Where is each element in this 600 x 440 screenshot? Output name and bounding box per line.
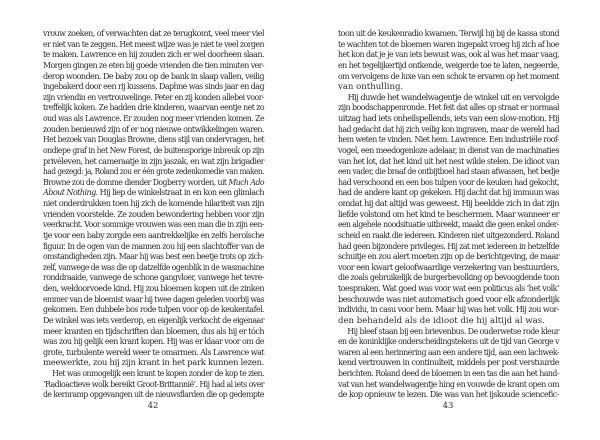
line-text: niet onderdrukken toen hij zich de komende hilariteit van zijn bbox=[43, 199, 264, 209]
text-line bbox=[338, 60, 559, 72]
line-text: kend vertrouwen in continuïteit, middels per post verstuurde bbox=[338, 358, 559, 369]
line-text: ingebakerd door een rij kussens. Daphne was sinds jaar en dag bbox=[43, 82, 264, 93]
text-line bbox=[43, 199, 264, 210]
line-text: De winkel was iets verderop, en eigenlijk verkocht de eigenaar bbox=[43, 315, 264, 326]
line-text: privéleven, het cameraatje in zijn jaszak, en wat zijn brigadier bbox=[43, 156, 264, 167]
text-line bbox=[338, 262, 559, 274]
line-text: toespraken. Wat goed was voor wat een politicus als ‘het volk’ bbox=[338, 284, 559, 294]
page-number-left: 42 bbox=[147, 401, 159, 411]
line-text: er niet van te zeggen. Het meest wijze was je niet te veel zorgen bbox=[43, 39, 264, 50]
text-line bbox=[43, 82, 264, 93]
line-text: den, weldoorvoede kind. Hij zou bloemen kopen uit de zinken bbox=[43, 284, 264, 294]
text-line bbox=[43, 390, 264, 401]
line-text: den behandeld als de idioot die hij altijd al was. bbox=[338, 315, 545, 326]
text-line bbox=[43, 358, 264, 369]
line-text: had gedacht dat hij zich veilig kon ingraven, maar de wereld had bbox=[338, 124, 559, 135]
line-text: scheid en raakt die iedereen. Kinderen niet uitgezonderd. Roland bbox=[338, 230, 559, 241]
line-text: Het bezoek van Douglas Browne, diens stijl van ondervragen, het bbox=[43, 135, 264, 146]
line-text: en de koninklijke onderscheidingstekens uit de tijd van George v bbox=[338, 337, 559, 348]
line-text: Hij bleef staan bij een brievenbus. De ouderwetse rode kleur bbox=[347, 326, 559, 337]
text-line bbox=[43, 177, 264, 189]
text-line bbox=[43, 50, 264, 61]
line-text: treffelijk koken. Ze hadden drie kinderen, waarvan eentje net zo bbox=[43, 103, 264, 114]
text-line bbox=[338, 167, 559, 178]
text-line bbox=[43, 209, 264, 221]
text-line bbox=[338, 347, 559, 359]
text-line bbox=[43, 39, 264, 51]
line-text: meewerkte, zou hij zijn krant in het park kunnen lezen. bbox=[43, 358, 264, 369]
text-line bbox=[338, 326, 559, 338]
line-text: en het tegelijkertijd ontkende, weigerde toe te laten, negeerde, bbox=[338, 60, 559, 71]
text-line bbox=[338, 177, 559, 189]
line-text: figuur. In de ogen van de mannen zou hij een slachtoffer van de bbox=[43, 241, 264, 252]
text-line bbox=[338, 103, 559, 114]
text-line bbox=[338, 82, 559, 93]
line-text: tje voor een baby zorgde een aantrekkelijke en zelfs heroïsche bbox=[43, 230, 264, 241]
line-text: de kernramp opgevangen uit de nieuwsflarden die op gedempte bbox=[43, 390, 264, 401]
text-line bbox=[43, 273, 264, 284]
line-text: de kop opnieuw te lezen. Die was van het ijskoude sciencefic- bbox=[338, 390, 559, 401]
text-line bbox=[43, 167, 264, 178]
text-line bbox=[338, 188, 559, 199]
page-number-right: 43 bbox=[442, 401, 454, 411]
text-line bbox=[43, 60, 264, 72]
text-line bbox=[43, 305, 264, 316]
text-line bbox=[338, 124, 559, 136]
text-line bbox=[338, 39, 559, 51]
text-line bbox=[43, 241, 264, 253]
line-text: van het lot, dat het kind uit het nest wilde stelen. De idioot van bbox=[338, 156, 559, 167]
line-text: oud was als Lawrence. Er zouden nog meer vrienden komen. Ze bbox=[43, 114, 264, 124]
line-text: vrienden voorstelde. Ze zouden bewondering hebben voor zijn bbox=[43, 209, 264, 220]
line-text: . Hij liep de winkelstraat in en kon een glimlach bbox=[95, 188, 264, 199]
text-line bbox=[338, 241, 559, 253]
line-text: had geen bijzondere privileges. Hij zat met iedereen in hetzelfde bbox=[338, 241, 559, 252]
line-text: een vader, die braaf de ontbijtboel had staan afwassen, het bedje bbox=[338, 167, 559, 178]
text-line bbox=[338, 209, 559, 221]
line-text: vrouw zoeken, of verwachten dat ze terugkomt, veel meer viel bbox=[43, 29, 264, 39]
text-line bbox=[338, 29, 559, 40]
text-line bbox=[338, 358, 559, 369]
line-text: te maken. Lawrence en hij zouden zich er wel doorheen slaan. bbox=[43, 50, 264, 61]
line-text: waren al een herinnering aan een andere tijd, aan een lachwek- bbox=[338, 347, 559, 358]
line-text: om vervolgens de luxe van een schok te ervaren op het moment bbox=[338, 71, 559, 82]
text-line bbox=[338, 379, 559, 391]
text-line bbox=[43, 284, 264, 295]
text-line bbox=[338, 337, 559, 348]
text-line bbox=[338, 294, 559, 306]
line-text: gekomen. Een dubbele bos rode tulpen voor op de keukentafel. bbox=[43, 305, 264, 316]
line-text: voor een kwart geloofwaardige verzekering van bestuurders, bbox=[338, 262, 559, 273]
line-text: het kon dat je je van iets bewust was, ook al was het maar vaag, bbox=[338, 50, 559, 61]
text-line bbox=[43, 92, 264, 104]
line-text: had gezegd: ja, Roland zou er één grote zedenkomedie van maken. bbox=[43, 167, 264, 178]
text-line bbox=[43, 114, 264, 125]
line-text: uitzag had iets onheilspellends, iets van een slow-motion. Hij bbox=[338, 114, 559, 124]
text-line bbox=[43, 188, 264, 199]
text-line bbox=[43, 262, 264, 274]
text-line bbox=[338, 135, 559, 146]
text-line bbox=[338, 145, 559, 157]
text-line bbox=[338, 390, 559, 401]
text-line bbox=[338, 199, 559, 210]
line-text: meer kranten en tijdschriften dan bloemen, dus als hij er tóch bbox=[43, 326, 264, 337]
text-line bbox=[338, 71, 559, 83]
line-text: zouden benieuwd zijn of er nog nieuwe ontwikkelingen waren. bbox=[43, 124, 264, 135]
line-text: vat van het wandelwagentje hing en vouwde de krant open om bbox=[338, 379, 559, 390]
text-line bbox=[43, 220, 264, 231]
line-text: zelf, vanwege de was die op datzelfde ogenblik in de wasmachine bbox=[43, 262, 264, 273]
line-text: zijn vriendin en vertrouwelinge. Peter en zij konden allebei voor- bbox=[43, 92, 264, 103]
text-line bbox=[43, 369, 264, 380]
line-text: hem weten te vinden. Niet hem. Lawrence. Een industriële roof- bbox=[338, 135, 559, 146]
text-line bbox=[43, 124, 264, 136]
left-page bbox=[43, 29, 264, 401]
line-text: veerkracht. Voor sommige vrouwen was een man die in zijn een- bbox=[43, 220, 264, 231]
text-line bbox=[338, 92, 559, 104]
text-line bbox=[338, 156, 559, 168]
text-line bbox=[338, 316, 559, 327]
text-line bbox=[43, 347, 264, 359]
text-line bbox=[43, 103, 264, 114]
line-text: emmer van de bloemist waar hij twee dagen geleden voorbij was bbox=[43, 294, 264, 305]
text-line bbox=[43, 252, 264, 263]
text-line bbox=[43, 230, 264, 242]
line-text: Browne zou de domme diender Dogberry worden, uit bbox=[43, 177, 229, 188]
line-text: schuitje en zou alert moeten zijn op de berichtgeving, de maar bbox=[338, 252, 559, 263]
line-text: een algehele noodsituatie uitbreekt, maakt die geen enkel onder- bbox=[338, 220, 559, 231]
text-line bbox=[43, 29, 264, 40]
text-line bbox=[338, 50, 559, 61]
line-text: die zoals gebruikelijk de burgerbevolking op bevoogdende toon bbox=[338, 273, 559, 284]
text-line bbox=[338, 305, 559, 316]
right-page bbox=[338, 29, 559, 401]
line-text: was zou hij gelijk een krant kopen. Hij was er klaar voor om de bbox=[43, 337, 264, 348]
text-line bbox=[43, 379, 264, 391]
line-text: had de andere kant op gekeken. Hij dacht dat hij immuun was bbox=[338, 188, 559, 199]
line-text: omdat hij dat altijd was geweest. Hij beeldde zich in dat zijn bbox=[338, 199, 559, 209]
italic-title: About Nothing bbox=[43, 188, 96, 199]
text-line bbox=[43, 156, 264, 168]
line-text: toon uit de keukenradio kwamen. Terwijl hij bij de kassa stond bbox=[338, 29, 559, 39]
line-text: van onthulling. bbox=[338, 82, 404, 93]
text-line bbox=[338, 273, 559, 284]
line-text: Morgen gingen ze eten bij goede vrienden die tien minuten ver- bbox=[43, 60, 264, 71]
italic-title: Much Ado bbox=[228, 177, 264, 188]
text-line bbox=[43, 337, 264, 348]
line-text: liefde volstond om het kind te beschermen. Maar wanneer er bbox=[338, 209, 559, 220]
line-text: Hij duwde het wandelwagentje de winkel uit en vervolgde bbox=[347, 92, 559, 103]
line-text: had verschoond en een bos tulpen voor de keuken had gekocht, bbox=[338, 177, 559, 188]
text-line bbox=[338, 220, 559, 231]
line-text: individu, in casu voor hem. Maar hij was het volk. Hij zou wor- bbox=[338, 305, 559, 316]
line-text: beschouwde was niet automatisch goed voor elk afzonderlijk bbox=[338, 294, 559, 305]
text-line bbox=[338, 230, 559, 242]
line-text: zijn boodschappenronde. Het feit dat alles op straat er normaal bbox=[338, 103, 559, 114]
text-line bbox=[43, 294, 264, 306]
text-line bbox=[43, 326, 264, 338]
text-line bbox=[43, 135, 264, 146]
line-text: Het was onmogelijk een krant te kopen zonder de kop te zien. bbox=[52, 369, 264, 379]
line-text: ronddraaide, vanwege de schone gangvloer, vanwege het tevre- bbox=[43, 273, 264, 284]
line-text: derop woonden. De baby zou op de bank in slaap vallen, veilig bbox=[43, 71, 264, 82]
line-text: te wachten tot de bloemen waren ingepakt vroeg hij zich af hoe bbox=[338, 39, 559, 50]
line-text: vogel, een meedogenloze adelaar, in dienst van de machinaties bbox=[338, 145, 559, 156]
text-line bbox=[338, 369, 559, 380]
text-line bbox=[43, 315, 264, 327]
line-text: omstandigheden zijn. Maar hij was best een beetje trots op zich- bbox=[43, 252, 264, 263]
line-text: berichten. Roland deed de bloemen in een tas die aan het hand- bbox=[338, 369, 559, 379]
line-text: ondiepe graf in het New Forest, de buitensporige inbreuk op zijn bbox=[43, 145, 264, 156]
text-line bbox=[338, 284, 559, 295]
text-line bbox=[43, 71, 264, 83]
text-line bbox=[338, 114, 559, 125]
text-line bbox=[338, 252, 559, 263]
line-text: ‘Radioactieve wolk bereikt Groot-Brittannië’. Hij had al iets over bbox=[43, 379, 264, 390]
line-text: grote, turbulente wereld weer te omarmen. Als Lawrence wat bbox=[43, 347, 264, 358]
text-line bbox=[43, 145, 264, 157]
